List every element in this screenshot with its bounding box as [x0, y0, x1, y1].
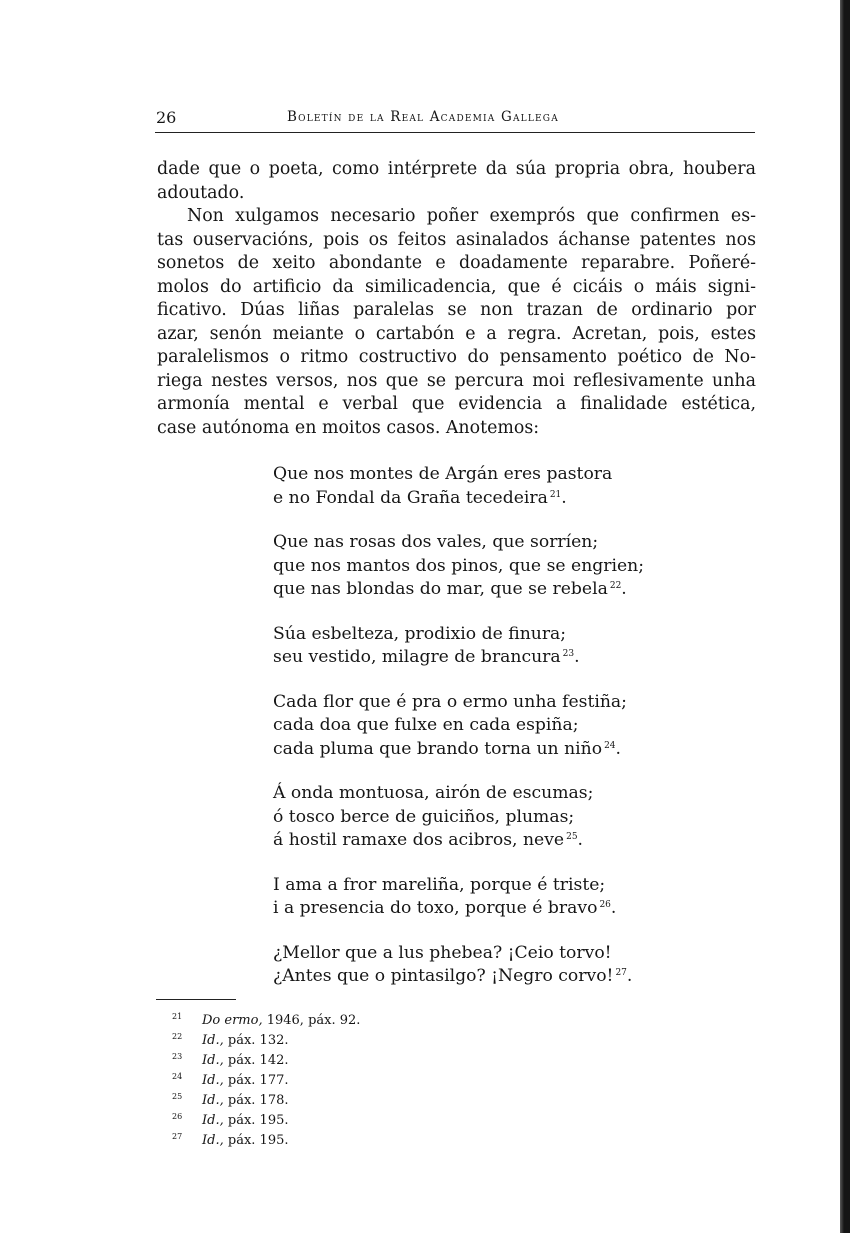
verse-line: cada doa que fulxe en cada espiña;: [273, 715, 579, 735]
footnote-title: Id.,: [202, 1073, 224, 1088]
verse-line: [273, 646, 713, 670]
verse-line: [273, 965, 713, 989]
verse-line: [273, 578, 713, 602]
verse-line: [273, 897, 713, 921]
footnote-number: 26: [172, 1112, 183, 1121]
verse-text: seu vestido, milagre de brancura: [273, 647, 561, 667]
footnote-title: Do ermo,: [202, 1013, 263, 1028]
footnote-number: 25: [172, 1092, 183, 1101]
page-number: 26: [156, 108, 177, 127]
note-ref: 26: [599, 900, 611, 910]
footnote: [172, 1129, 360, 1149]
footnote-title: Id.,: [202, 1113, 224, 1128]
verse-line: Á onda montuosa, airón de escumas;: [273, 783, 594, 803]
prose-line: Non xulgamos necesario poñer exemprós que confirmen es-: [187, 206, 756, 226]
stanza: [273, 782, 713, 853]
footnote-ref: páx. 195.: [227, 1113, 289, 1128]
poem-quotations: [273, 463, 713, 1010]
footnote: [172, 1089, 360, 1109]
verse-line: [273, 487, 713, 511]
verse-line: [273, 829, 713, 853]
verse-end: .: [615, 738, 621, 759]
footnotes: [172, 1009, 360, 1149]
footnote-ref: páx. 132.: [227, 1033, 289, 1048]
prose-line: ficativo. Dúas liñas paralelas se non trazan de ordinario por: [157, 300, 756, 320]
verse-line: Súa esbelteza, prodixio de finura;: [273, 623, 567, 644]
footnote-ref: páx. 177.: [227, 1073, 289, 1088]
prose-line: molos do artificio da similicadencia, que é cicáis o máis signi-: [157, 276, 756, 297]
page-header: [155, 106, 755, 133]
verse-end: .: [577, 830, 584, 850]
prose-line: riega nestes versos, nos que se percura moi reflesivamente unha: [157, 370, 756, 391]
verse-line: ó tosco berce de guiciños, plumas;: [273, 806, 575, 827]
footnote-ref: páx. 178.: [227, 1093, 289, 1108]
verse-text: que nas blondas do mar, que se rebela: [273, 579, 608, 599]
stanza: [273, 691, 713, 762]
prose-line: azar, senón meiante o cartabón e a regra. Acretan, pois, estes: [157, 323, 756, 344]
verse-text: i a presencia do toxo, porque é bravo: [273, 898, 598, 918]
footnote-ref: 1946, páx. 92.: [266, 1013, 361, 1028]
verse-text: cada pluma que brando torna un niño: [273, 738, 603, 759]
note-ref: 23: [562, 649, 575, 659]
note-ref: 21: [549, 489, 562, 500]
footnote-title: Id.,: [202, 1133, 224, 1148]
verse-line: Cada flor que é pra o ermo unha festiña;: [273, 691, 627, 712]
note-ref: 24: [604, 740, 616, 751]
note-ref: 25: [566, 832, 578, 842]
verse-end: .: [621, 579, 627, 599]
verse-text: á hostil ramaxe dos acibros, neve: [273, 830, 565, 850]
footnote-ref: páx. 195.: [227, 1133, 289, 1148]
prose-line: armonía mental e verbal que evidencia a finalidade estética,: [157, 394, 756, 414]
prose-line: case autónoma en moitos casos. Anotemos:: [157, 417, 540, 438]
footnote-number: 27: [172, 1132, 183, 1141]
footnote-title: Id.,: [202, 1053, 224, 1068]
note-ref: 27: [615, 968, 627, 978]
verse-line: ¿Mellor que a lus phebea? ¡Ceio torvo!: [273, 942, 612, 963]
footnote-number: 24: [172, 1072, 183, 1081]
prose-line: paralelismos o ritmo costructivo do pensamento poético de No-: [157, 347, 756, 367]
prose-line: dade que o poeta, como intérprete da súa propria obra, houbera: [157, 159, 756, 179]
stanza: [273, 463, 713, 510]
stanza: [273, 623, 713, 670]
verse-end: .: [561, 487, 567, 508]
footnote: [172, 1009, 360, 1029]
stanza: [273, 942, 713, 989]
footnote-rule: [156, 999, 236, 1000]
prose-line: adoutado.: [157, 182, 245, 203]
footnote-title: Id.,: [202, 1033, 224, 1048]
footnote-number: 22: [172, 1032, 183, 1041]
verse-end: .: [610, 898, 617, 918]
prose-line: sonetos de xeito abondante e doadamente reparabre. Poñeré-: [157, 253, 756, 273]
verse-line: Que nos montes de Argán eres pastora: [273, 464, 613, 484]
verse-text: e no Fondal da Graña tecedeira: [273, 487, 548, 508]
verse-line: Que nas rosas dos vales, que sorríen;: [273, 532, 599, 552]
verse-end: .: [574, 647, 580, 667]
verse-text: ¿Antes que o pintasilgo? ¡Negro corvo!: [273, 966, 614, 986]
footnote: [172, 1109, 360, 1129]
footnote-number: 21: [172, 1012, 183, 1021]
verse-line: I ama a fror mareliña, porque é triste;: [273, 874, 606, 895]
running-title: Boletín de la Real Academia Gallega: [287, 109, 559, 125]
footnote: [172, 1069, 360, 1089]
stanza: [273, 531, 713, 602]
footnote-number: 23: [172, 1052, 183, 1061]
verse-line: que nos mantos dos pinos, que se engrien;: [273, 555, 645, 576]
footnote: [172, 1049, 360, 1069]
footnote-ref: páx. 142.: [227, 1053, 289, 1068]
verse-line: [273, 738, 713, 762]
prose-line: tas ouservacións, pois os feitos asinalados áchanse patentes nos: [157, 229, 756, 250]
footnote-title: Id.,: [202, 1093, 224, 1108]
footnote: [172, 1029, 360, 1049]
stanza: [273, 874, 713, 921]
note-ref: 22: [609, 581, 622, 591]
page-edge-shadow: [840, 0, 850, 1233]
body-paragraphs: [157, 158, 756, 440]
verse-end: .: [626, 966, 633, 986]
